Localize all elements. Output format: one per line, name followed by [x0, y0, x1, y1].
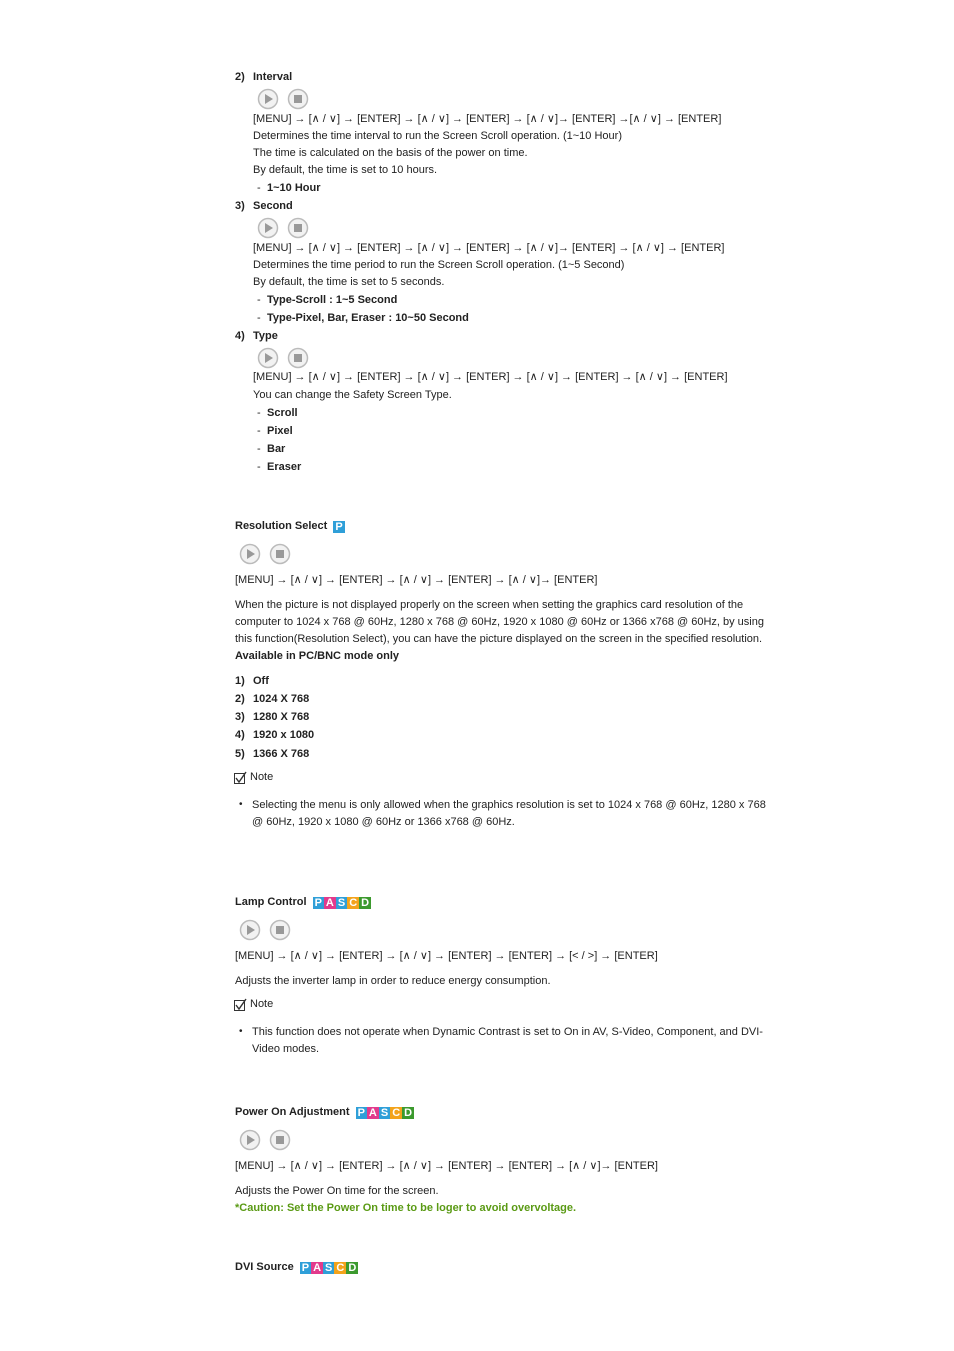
bullet-icon: • — [239, 1026, 243, 1037]
dash: - — [257, 425, 261, 437]
paragraph: When the picture is not displayed properly on the screen when setting the graphics card resolution of the — [235, 599, 744, 611]
note-text: Selecting the menu is only allowed when the graphics resolution is set to 1024 x 768 @ 60Hz, 1280 x 768 — [252, 799, 766, 811]
dash: - — [257, 461, 261, 473]
menu-path: [MENU] → [∧ / ∨] → [ENTER] → [∧ / ∨] → [ENTER] → [ENTER] → [∧ / ∨]→ [ENTER] — [235, 1160, 658, 1172]
option-label: Pixel — [267, 425, 293, 437]
heading-text: Lamp Control — [235, 896, 307, 908]
section-title: Second — [253, 200, 293, 212]
badge-c: C — [392, 1107, 401, 1119]
item-number: 3) — [235, 200, 245, 212]
badge-s: S — [380, 1107, 389, 1119]
paragraph: computer to 1024 x 768 @ 60Hz, 1280 x 768 @ 60Hz, 1920 x 1080 @ 60Hz or 1366 x768 @ 60Hz, by using — [235, 616, 764, 628]
description: The time is calculated on the basis of the power on time. — [253, 147, 528, 159]
note-text: Video modes. — [252, 1043, 320, 1055]
badge-p: P — [357, 1107, 365, 1119]
item-number: 4) — [235, 330, 245, 342]
resolution-option: 1024 X 768 — [253, 693, 310, 705]
mode-badges — [356, 1106, 415, 1118]
badge-p: P — [314, 897, 322, 909]
resolution-option: 1280 X 768 — [253, 711, 310, 723]
play-stop-icon — [239, 1129, 295, 1151]
description: Determines the time period to run the Screen Scroll operation. (1~5 Second) — [253, 259, 625, 271]
badge-d: D — [404, 1107, 413, 1119]
menu-path: [MENU] → [∧ / ∨] → [ENTER] → [∧ / ∨] → [ENTER] → [∧ / ∨] → [ENTER] → [∧ / ∨] → [ENTER] — [253, 371, 728, 383]
option-label: 1~10 Hour — [267, 182, 321, 194]
dash: - — [257, 182, 261, 194]
note-label: Note — [250, 771, 274, 783]
play-stop-icon — [257, 217, 313, 239]
bullet-icon: • — [239, 799, 243, 810]
section-title: Type — [253, 330, 278, 342]
option-label: Bar — [267, 443, 286, 455]
caution-text: *Caution: Set the Power On time to be loger to avoid overvoltage. — [235, 1202, 577, 1214]
mode-badges — [333, 520, 344, 532]
description: Determines the time interval to run the Screen Scroll operation. (1~10 Hour) — [253, 130, 622, 142]
badge-c: C — [349, 897, 358, 909]
play-stop-buttons[interactable] — [239, 919, 295, 944]
resolution-option: Off — [253, 675, 269, 687]
menu-path: [MENU] → [∧ / ∨] → [ENTER] → [∧ / ∨] → [ENTER] → [∧ / ∨]→ [ENTER] →[∧ / ∨] → [ENTER] — [253, 113, 722, 125]
heading-text: DVI Source — [235, 1261, 294, 1273]
note-text: @ 60Hz, 1920 x 1080 @ 60Hz or 1366 x768 @ 60Hz. — [252, 816, 515, 828]
note-check-icon — [234, 1000, 245, 1011]
section-title: Interval — [253, 71, 293, 83]
availability-note: Available in PC/BNC mode only — [235, 650, 400, 662]
section-heading — [235, 519, 345, 533]
heading-text: Power On Adjustment — [235, 1106, 350, 1118]
description: By default, the time is set to 10 hours. — [253, 164, 438, 176]
play-stop-icon — [257, 347, 313, 369]
note-text: This function does not operate when Dynamic Contrast is set to On in AV, S-Video, Component, and DVI- — [252, 1026, 763, 1038]
note-check-icon — [234, 773, 245, 784]
note-label: Note — [250, 998, 274, 1010]
badge-p: P — [335, 521, 343, 533]
badge-s: S — [337, 897, 346, 909]
description: Adjusts the Power On time for the screen. — [235, 1185, 439, 1197]
section-heading — [235, 1260, 358, 1274]
item-number: 2) — [235, 693, 245, 705]
play-stop-buttons[interactable] — [257, 347, 313, 372]
badge-a: A — [368, 1107, 377, 1119]
item-number: 3) — [235, 711, 245, 723]
menu-path: [MENU] → [∧ / ∨] → [ENTER] → [∧ / ∨] → [ENTER] → [∧ / ∨]→ [ENTER] — [235, 574, 598, 586]
badge-p: P — [301, 1262, 310, 1274]
dash: - — [257, 294, 261, 306]
play-stop-buttons[interactable] — [239, 1129, 295, 1154]
dash: - — [257, 312, 261, 324]
dash: - — [257, 443, 261, 455]
description: Adjusts the inverter lamp in order to reduce energy consumption. — [235, 975, 551, 987]
play-stop-buttons[interactable] — [257, 217, 313, 242]
option-label: Type-Scroll : 1~5 Second — [267, 294, 398, 306]
badge-d: D — [348, 1262, 357, 1274]
item-number: 4) — [235, 729, 245, 741]
option-label: Scroll — [267, 407, 298, 419]
resolution-option: 1366 X 768 — [253, 748, 310, 760]
mode-badges — [313, 896, 372, 908]
item-number: 2) — [235, 71, 245, 83]
play-stop-icon — [239, 919, 295, 941]
play-stop-buttons[interactable] — [239, 543, 295, 568]
badge-a: A — [325, 897, 334, 909]
menu-path: [MENU] → [∧ / ∨] → [ENTER] → [∧ / ∨] → [ENTER] → [ENTER] → [< / >] → [ENTER] — [235, 950, 658, 962]
menu-path: [MENU] → [∧ / ∨] → [ENTER] → [∧ / ∨] → [ENTER] → [∧ / ∨]→ [ENTER] → [∧ / ∨] → [ENTER] — [253, 242, 725, 254]
badge-a: A — [313, 1262, 322, 1274]
section-heading — [235, 895, 371, 909]
resolution-option: 1920 x 1080 — [253, 729, 315, 741]
description: By default, the time is set to 5 seconds. — [253, 276, 445, 288]
paragraph: this function(Resolution Select), you can have the picture displayed on the screen in the specified resolution. — [235, 633, 763, 645]
dash: - — [257, 407, 261, 419]
option-label: Type-Pixel, Bar, Eraser : 10~50 Second — [267, 312, 469, 324]
badge-s: S — [325, 1262, 333, 1274]
heading-text: Resolution Select — [235, 520, 328, 532]
play-stop-buttons[interactable] — [257, 88, 313, 113]
play-stop-icon — [257, 88, 313, 110]
item-number: 5) — [235, 748, 245, 760]
item-number: 1) — [235, 675, 245, 687]
section-heading — [235, 1105, 414, 1119]
mode-badges — [300, 1261, 359, 1273]
badge-d: D — [361, 897, 370, 909]
play-stop-icon — [239, 543, 295, 565]
description: You can change the Safety Screen Type. — [253, 389, 452, 401]
badge-c: C — [336, 1262, 345, 1274]
option-label: Eraser — [267, 461, 302, 473]
